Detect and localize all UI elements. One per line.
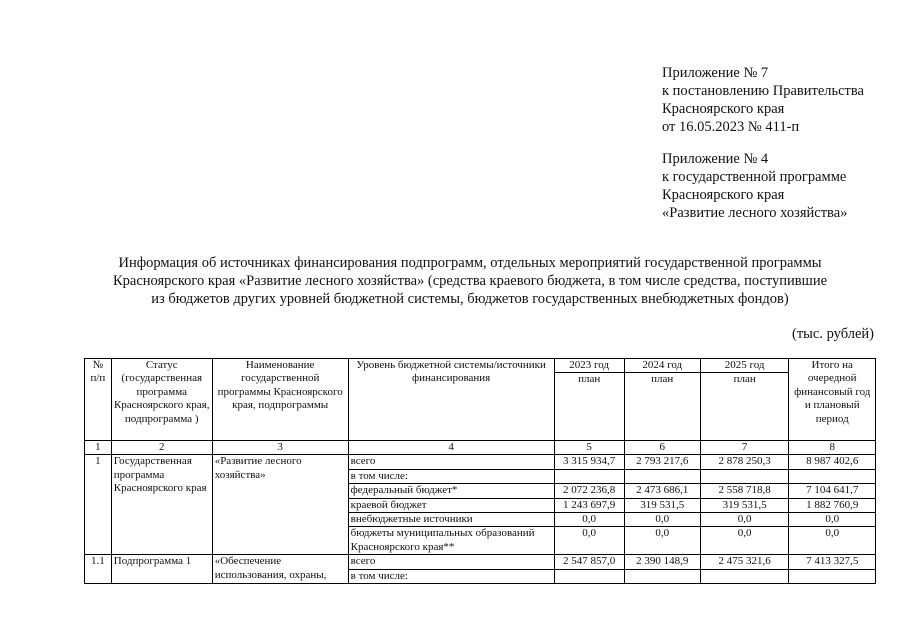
level-cell: в том числе: (348, 469, 554, 483)
header-plan: план (733, 373, 756, 386)
value-2023: 2 072 236,8 (554, 484, 624, 498)
level-cell: всего (348, 455, 554, 469)
appendix-7-line: к постановлению Правительства (662, 83, 864, 99)
appendix-4-line: к государственной программе (662, 169, 847, 185)
value-2025: 0,0 (700, 527, 789, 555)
value-total: 7 104 641,7 (789, 484, 876, 498)
appendix-7-block (662, 64, 912, 136)
index-cell: 1 (85, 441, 112, 455)
units-label: (тыс. рублей) (792, 326, 874, 342)
index-cell: 2 (111, 441, 212, 455)
value-2024: 2 473 686,1 (624, 484, 700, 498)
appendix-4-block (662, 150, 912, 222)
value-2025: 0,0 (700, 513, 789, 527)
value-total: 8 987 402,6 (789, 455, 876, 469)
table-row (85, 455, 876, 469)
index-cell: 5 (554, 441, 624, 455)
subprogram-name: «Обеспечение использования, охраны, (212, 555, 348, 584)
value-total (789, 569, 876, 583)
header-2024 (624, 359, 700, 441)
index-cell: 4 (348, 441, 554, 455)
title-line: Красноярского края «Развитие лесного хозяйства» (средства краевого бюджета, в том числе средства, поступившие (112, 273, 828, 289)
table-row (85, 555, 876, 569)
value-2023: 0,0 (554, 527, 624, 555)
value-2024 (624, 469, 700, 483)
header-plan: план (651, 373, 674, 386)
header-total: Итого на очередной финансовый год и плановый период (789, 359, 876, 441)
index-cell: 7 (700, 441, 789, 455)
title-line: Информация об источниках финансирования подпрограмм, отдельных мероприятий государственной программы (118, 255, 822, 271)
header-status: Статус (государственная программа Красноярского края, подпрограмма ) (111, 359, 212, 441)
value-2023 (554, 569, 624, 583)
appendix-4-line: «Развитие лесного хозяйства» (662, 205, 848, 221)
value-2025: 2 878 250,3 (700, 455, 789, 469)
level-cell: краевой бюджет (348, 498, 554, 512)
document-title (60, 254, 880, 308)
subprogram-status: Подпрограмма 1 (111, 555, 212, 584)
value-total: 0,0 (789, 527, 876, 555)
value-2024: 0,0 (624, 527, 700, 555)
value-2025 (700, 569, 789, 583)
appendix-4-line: Красноярского края (662, 187, 785, 203)
value-2024: 2 390 148,9 (624, 555, 700, 569)
financing-table (84, 358, 876, 584)
value-2024: 319 531,5 (624, 498, 700, 512)
header-row (85, 359, 876, 441)
appendix-4-line: Приложение № 4 (662, 151, 769, 167)
appendix-7-line: Красноярского края (662, 101, 785, 117)
header-2025 (700, 359, 789, 441)
value-2023 (554, 469, 624, 483)
header-2023 (554, 359, 624, 441)
subprogram-num: 1.1 (85, 555, 112, 584)
value-2024: 0,0 (624, 513, 700, 527)
header-plan: план (578, 373, 601, 386)
level-cell: всего (348, 555, 554, 569)
value-2025 (700, 469, 789, 483)
value-2024: 2 793 217,6 (624, 455, 700, 469)
level-cell: бюджеты муниципальных образований Красноярского края** (348, 527, 554, 555)
level-cell: в том числе: (348, 569, 554, 583)
header-year-2024: 2024 год (625, 359, 700, 373)
header-name: Наименование государственной программы Красноярского края, подпрограммы (212, 359, 348, 441)
value-2023: 1 243 697,9 (554, 498, 624, 512)
appendix-7-line: от 16.05.2023 № 411-п (662, 119, 800, 135)
index-cell: 8 (789, 441, 876, 455)
index-cell: 6 (624, 441, 700, 455)
appendix-7-line: Приложение № 7 (662, 65, 769, 81)
header-year-2023: 2023 год (555, 359, 624, 373)
value-total: 7 413 327,5 (789, 555, 876, 569)
value-2023: 0,0 (554, 513, 624, 527)
level-cell: федеральный бюджет* (348, 484, 554, 498)
program-num: 1 (85, 455, 112, 555)
value-total: 0,0 (789, 513, 876, 527)
title-line: из бюджетов других уровней бюджетной системы, бюджетов государственных внебюджетных фондов) (151, 291, 789, 307)
value-2025: 2 475 321,6 (700, 555, 789, 569)
value-2025: 2 558 718,8 (700, 484, 789, 498)
level-cell: внебюджетные источники (348, 513, 554, 527)
value-2024 (624, 569, 700, 583)
program-status: Государственная программа Красноярского края (111, 455, 212, 555)
value-total (789, 469, 876, 483)
value-2025: 319 531,5 (700, 498, 789, 512)
header-num: № п/п (85, 359, 112, 441)
header-year-2025: 2025 год (701, 359, 789, 373)
value-2023: 2 547 857,0 (554, 555, 624, 569)
index-cell: 3 (212, 441, 348, 455)
header-level: Уровень бюджетной системы/источники финансирования (348, 359, 554, 441)
value-2023: 3 315 934,7 (554, 455, 624, 469)
index-row (85, 441, 876, 455)
program-name: «Развитие лесного хозяйства» (212, 455, 348, 555)
value-total: 1 882 760,9 (789, 498, 876, 512)
